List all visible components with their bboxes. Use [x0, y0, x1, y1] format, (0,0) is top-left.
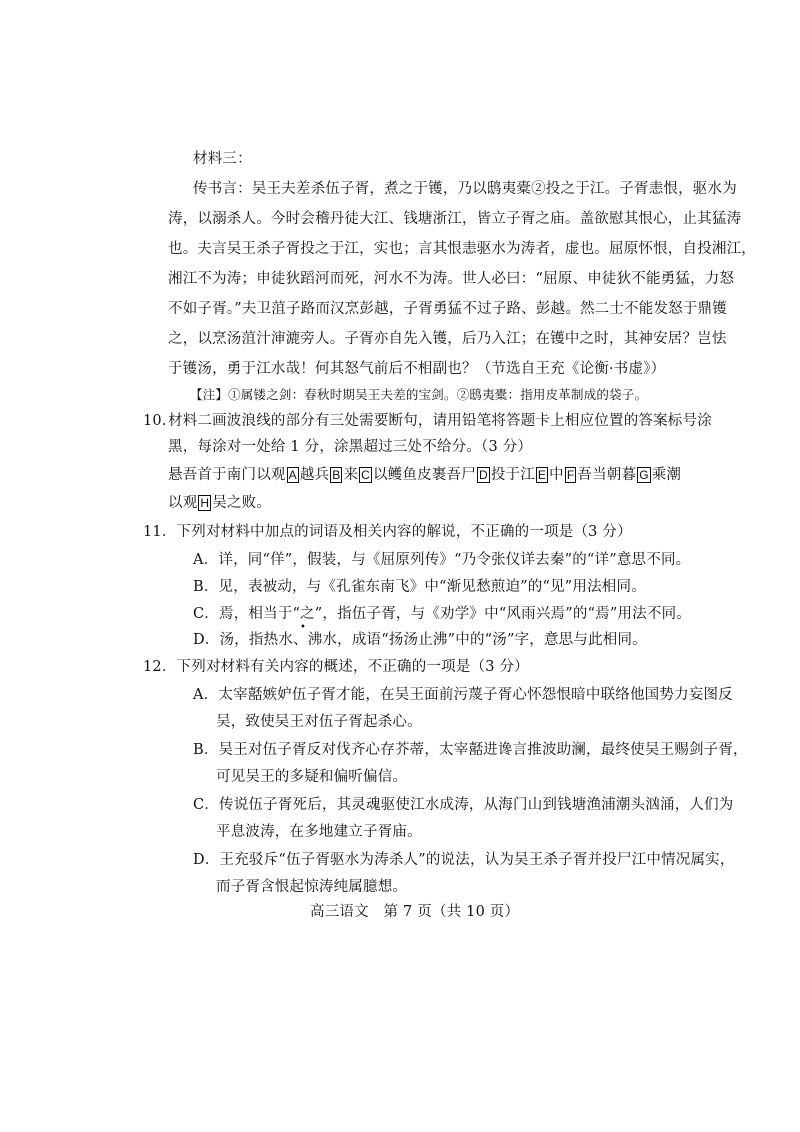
mark-e[interactable]: E: [537, 468, 547, 482]
material-line-5: 不如子胥。”夫卫菹子路而汉烹彭越，子胥勇猛不过子路、彭越。然二士不能发怒于鼎镬: [168, 301, 727, 317]
mark-c[interactable]: C: [361, 468, 371, 482]
seg-6: 吾当朝暮: [577, 467, 637, 483]
emphasis-dot: •: [300, 622, 306, 633]
q12-option-b-1: B．吴王对伍子胥反对伐齐心存芥蒂，太宰嚭进谗言推波助澜，最终使吴王赐剑子胥，: [193, 742, 748, 758]
material-heading: 材料三：: [193, 151, 252, 167]
seg-8: 以观: [168, 495, 198, 511]
q11-stem: 11．下列对材料中加点的词语及相关内容的解说，不正确的一项是（3 分）: [143, 524, 632, 540]
q12-stem: 12．下列对材料有关内容的概述，不正确的一项是（3 分）: [143, 659, 529, 675]
q12-option-a-1: A．太宰嚭嫉妒伍子胥才能，在吴王面前污蔑子胥心怀怨恨暗中联络他国势力妄图反: [193, 687, 733, 703]
mark-g[interactable]: G: [639, 468, 649, 482]
mark-b[interactable]: B: [332, 468, 341, 482]
q10-stem-2: 黑，每涂对一处给 1 分，涂黑超过三处不给分。（3 分）: [168, 439, 533, 455]
material-line-6: 之，以烹汤菹汁渖漉旁人。子胥亦自先入镬，后乃入江；在镬中之时，其神安居？岂怯: [168, 331, 727, 347]
q12-option-a-2: 吴，致使吴王对伍子胥起杀心。: [216, 714, 422, 730]
mark-f[interactable]: F: [566, 468, 575, 482]
page-footer: 高三语文 第 7 页（共 10 页）: [310, 904, 520, 920]
mark-h[interactable]: H: [200, 496, 210, 510]
material-line-7: 于镬汤，勇于江水哉！何其怒气前后不相副也？（节选自王充《论衡·书虚》）: [168, 361, 666, 377]
mark-d[interactable]: D: [478, 468, 488, 482]
seg-5: 中: [549, 467, 564, 483]
seg-7: 乘潮: [651, 467, 682, 483]
mark-a[interactable]: A: [288, 468, 297, 482]
material-line-3: 也。夫言吴王杀子胥投之于江，实也；言其恨恚驱水为涛者，虚也。屈原怀恨，自投湘江，: [168, 241, 756, 257]
q10-passage-line-2: [168, 494, 271, 512]
seg-9: 吴之败。: [212, 495, 272, 511]
seg-3: 以鳠鱼皮裹吾尸: [373, 467, 476, 483]
q12-option-d-1: D．王充驳斥“伍子胥驱水为涛杀人”的说法，认为吴王杀子胥并投尸江中情况属实，: [193, 852, 735, 868]
seg-4: 投于江: [490, 467, 535, 483]
seg-1: 越兵: [299, 467, 330, 483]
q10-number: 10.: [143, 413, 167, 429]
material-line-4: 湘江不为涛；申徒狄蹈河而死，河水不为涛。世人必曰：“屈原、申徒狄不能勇猛，力怒: [168, 271, 735, 287]
material-line-2: 涛，以溺杀人。今时会稽丹徒大江、钱塘浙江，皆立子胥之庙。盖欲慰其恨心，止其猛涛: [168, 211, 742, 227]
q12-option-c-2: 平息波涛，在多地建立子胥庙。: [216, 824, 422, 840]
q11-option-a: A．详，同“佯”，假装，与《屈原列传》“乃令张仪详去秦”的“详”意思不同。: [193, 552, 691, 568]
q10-passage-line-1: [168, 466, 681, 484]
seg-0: 悬吾首于南门以观: [168, 467, 286, 483]
seg-2: 来: [343, 467, 359, 483]
q11-option-c: C．焉，相当于“之”，指伍子胥，与《劝学》中“风雨兴焉”的“焉”用法不同。: [193, 606, 691, 622]
q10-stem-1: 材料二画波浪线的部分有三处需要断句，请用铅笔将答题卡上相应位置的答案标号涂: [168, 413, 712, 429]
q12-option-d-2: 而子胥含恨起惊涛纯属臆想。: [216, 879, 408, 895]
q12-option-c-1: C．传说伍子胥死后，其灵魂驱使江水成涛，从海门山到钱塘渔浦潮头汹涌，人们为: [193, 797, 734, 813]
material-note: 【注】①属镂之剑：春秋时期吴王夫差的宝剑。②鸱夷橐：指用皮革制成的袋子。: [190, 387, 648, 402]
material-line-1: 传书言：吴王夫差杀伍子胥，煮之于镬，乃以鸱夷橐②投之于江。子胥恚恨，驱水为: [193, 181, 737, 197]
q11-option-d: D．汤，指热水、沸水，成语“扬汤止沸”中的“汤”字，意思与此相同。: [193, 632, 647, 648]
q11-option-b: B．见，表被动，与《孔雀东南飞》中“渐见愁煎迫”的“见”用法相同。: [193, 579, 646, 595]
q12-option-b-2: 可见吴王的多疑和偏听偏信。: [216, 769, 408, 785]
